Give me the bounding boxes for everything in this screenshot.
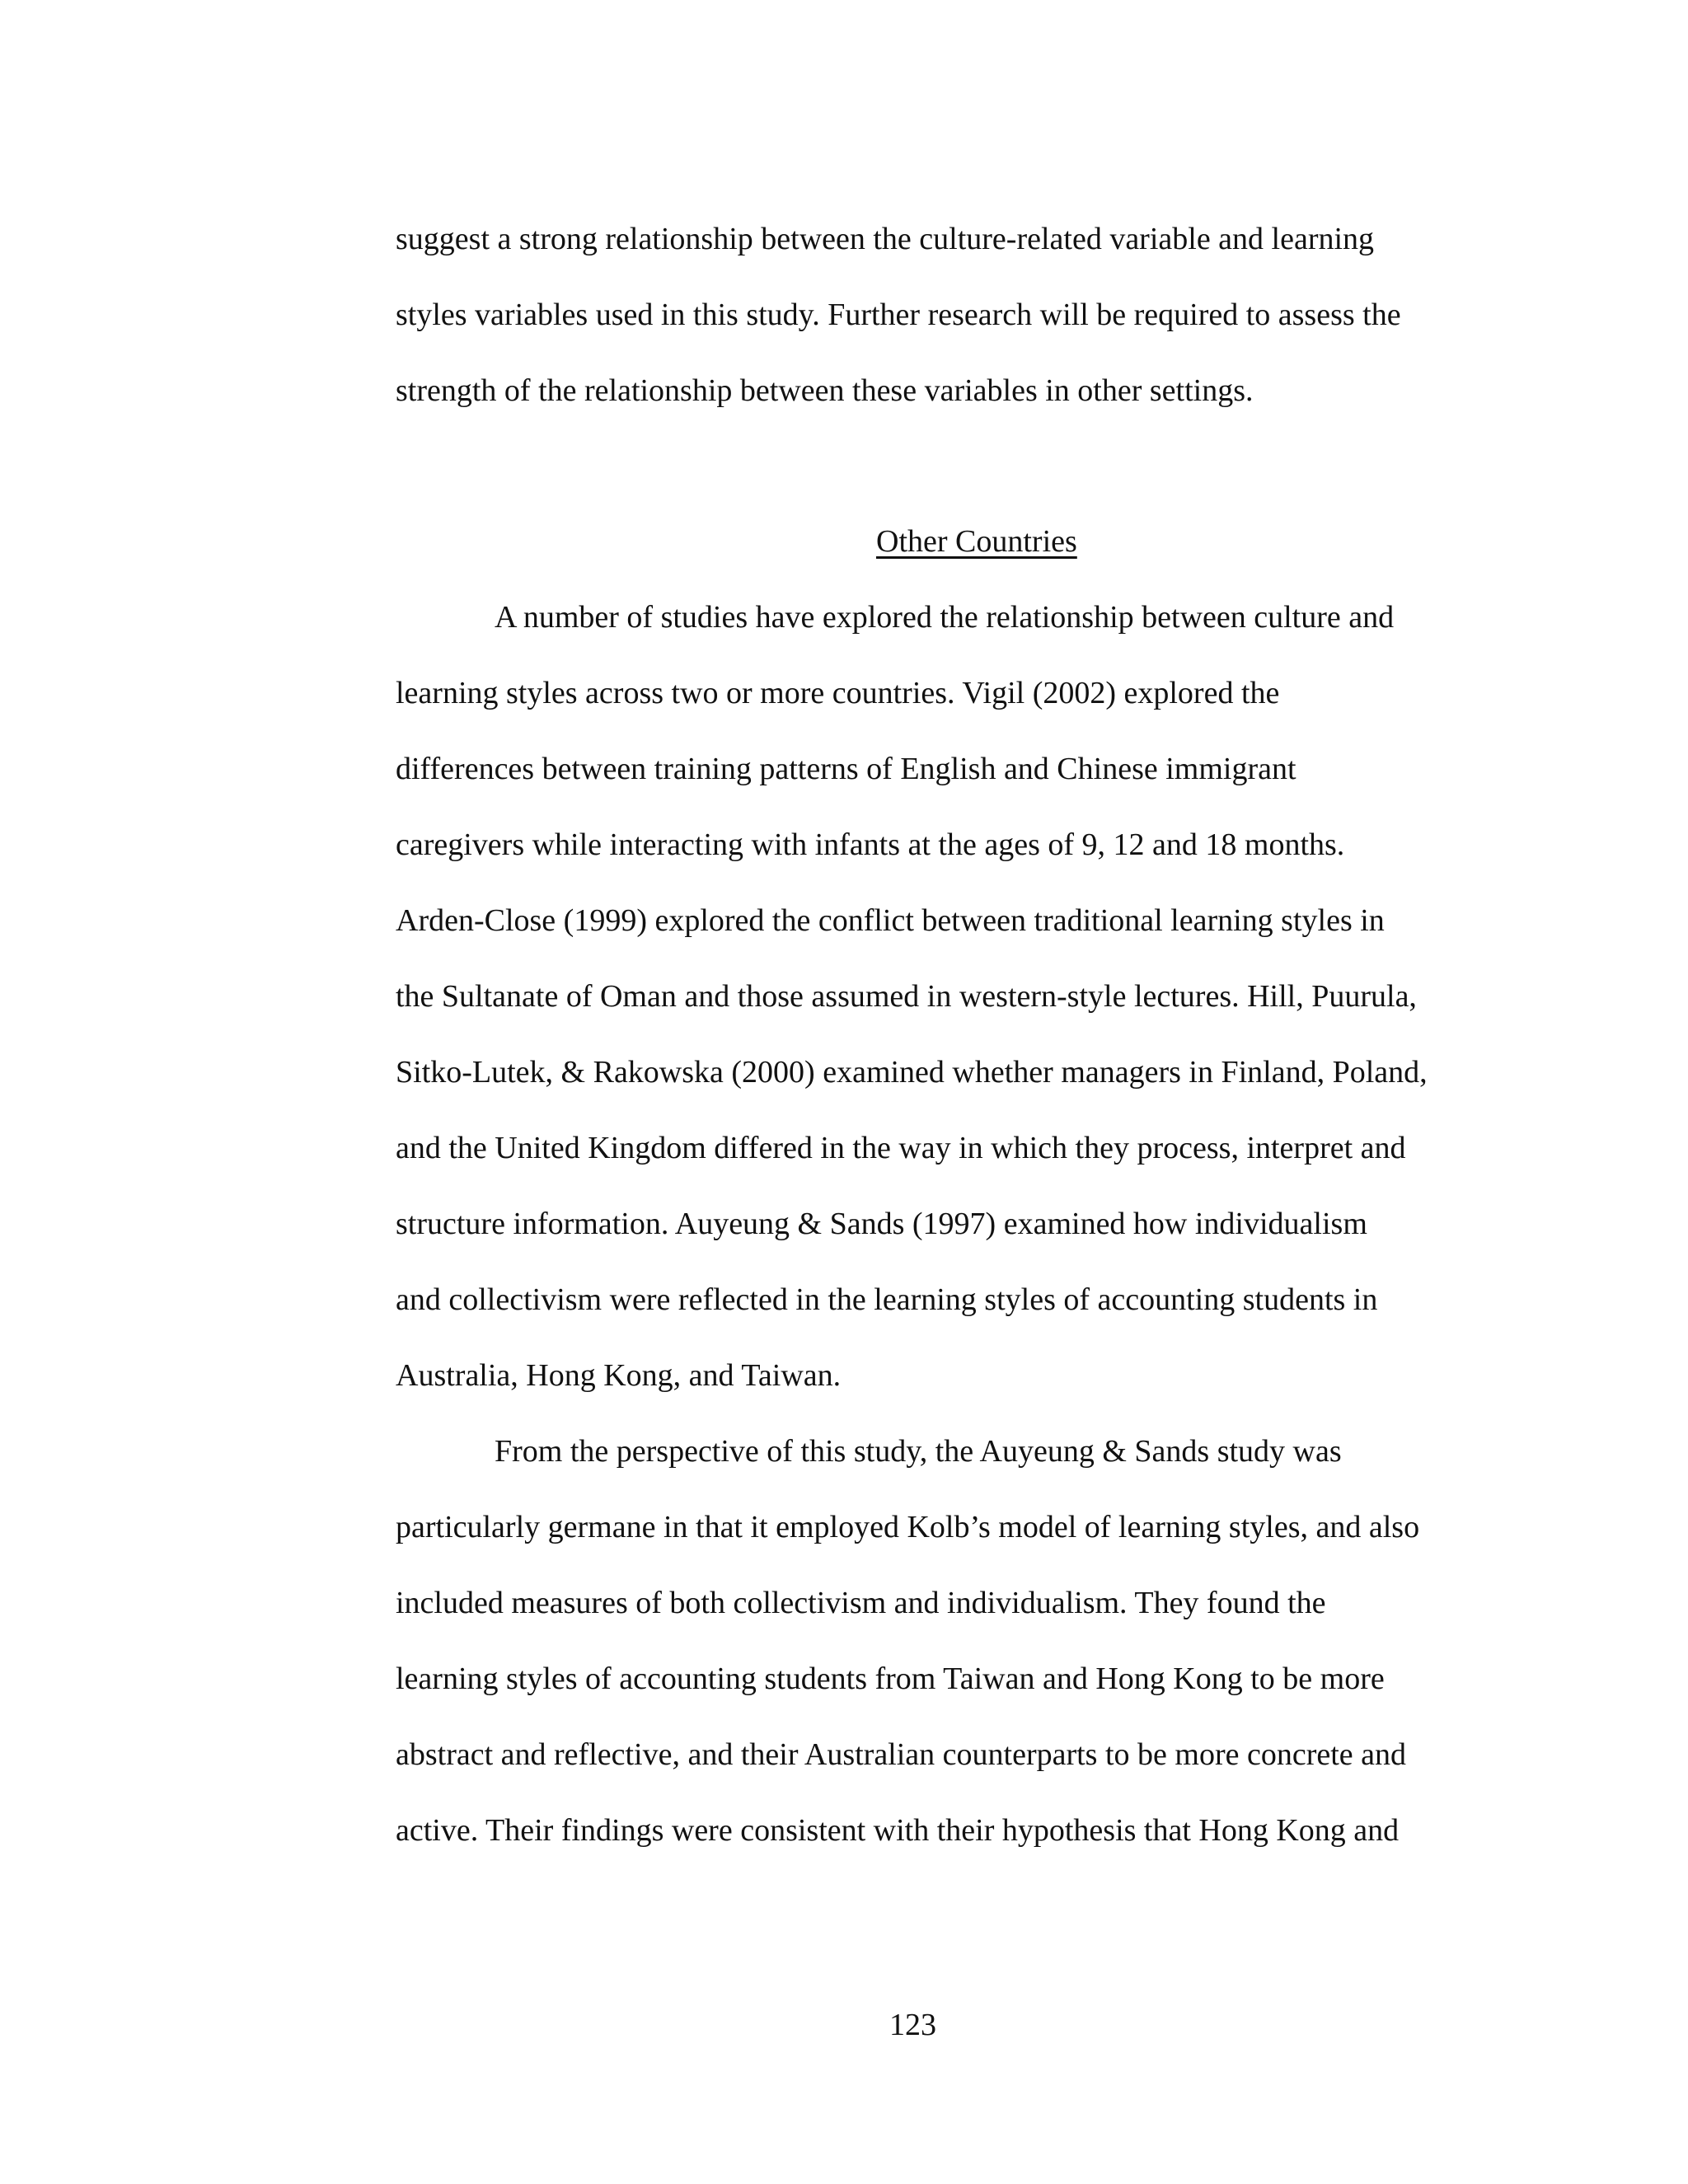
text-line: From the perspective of this study, the Auyeung & Sands study was [495, 1434, 1342, 1469]
text-line: and the United Kingdom differed in the way in which they process, interpret and [396, 1131, 1406, 1165]
text-line: and collectivism were reflected in the learning styles of accounting students in [396, 1282, 1378, 1317]
text-line: differences between training patterns of English and Chinese immigrant [396, 752, 1296, 786]
text-line: learning styles of accounting students from Taiwan and Hong Kong to be more [396, 1661, 1385, 1696]
text-line: Arden-Close (1999) explored the conflict between traditional learning styles in [396, 903, 1385, 938]
text-line: active. Their findings were consistent with their hypothesis that Hong Kong and [396, 1813, 1400, 1848]
text-line: A number of studies have explored the relationship between culture and [495, 600, 1395, 635]
text-line: abstract and reflective, and their Australian counterparts to be more concrete and [396, 1737, 1407, 1772]
text-line: particularly germane in that it employed Kolb’s model of learning styles, and also [396, 1510, 1420, 1544]
text-line: suggest a strong relationship between the culture-related variable and learning [396, 222, 1375, 256]
text-line: styles variables used in this study. Further research will be required to assess the [396, 298, 1401, 332]
text-line: caregivers while interacting with infants at the ages of 9, 12 and 18 months. [396, 827, 1345, 862]
text-line: Sitko-Lutek, & Rakowska (2000) examined whether managers in Finland, Poland, [396, 1055, 1428, 1090]
text-line: learning styles across two or more countries. Vigil (2002) explored the [396, 676, 1280, 710]
text-line: included measures of both collectivism and individualism. They found the [396, 1586, 1326, 1620]
section-heading: Other Countries [876, 524, 1077, 559]
page-number: 123 [889, 2008, 936, 2042]
text-line: structure information. Auyeung & Sands (1997) examined how individualism [396, 1207, 1367, 1241]
text-line: strength of the relationship between these variables in other settings. [396, 373, 1254, 408]
text-line: the Sultanate of Oman and those assumed in western-style lectures. Hill, Puurula, [396, 979, 1417, 1014]
text-line: Australia, Hong Kong, and Taiwan. [396, 1358, 842, 1393]
